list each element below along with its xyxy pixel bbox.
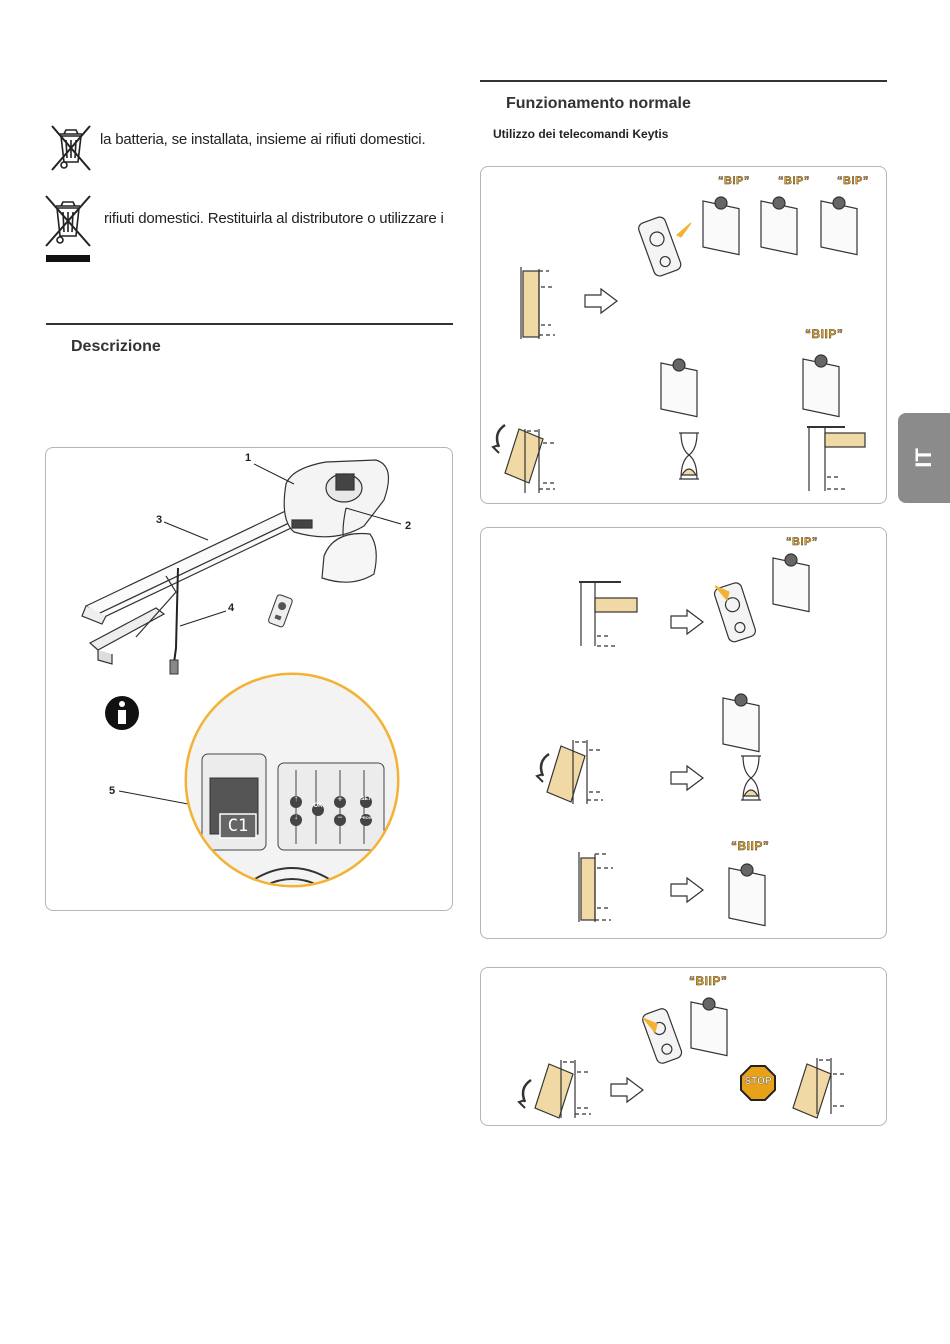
box2-illustration <box>481 528 888 940</box>
callout-3: 3 <box>156 514 163 526</box>
panel-button-up: ↑ <box>294 794 298 803</box>
beep-label: “BIIP” <box>805 327 844 341</box>
language-tab-label: IT <box>911 448 936 468</box>
beep-label: “BIP” <box>837 175 869 187</box>
language-tab <box>898 413 950 503</box>
callout-5: 5 <box>109 785 116 797</box>
display-readout: C1 <box>227 816 249 836</box>
beep-label: “BIP” <box>778 175 810 187</box>
box3-illustration <box>481 968 888 1127</box>
garage-opener-drawing <box>46 448 454 912</box>
beep-label: “BIIP” <box>731 839 770 853</box>
subtitle: Utilizzo dei telecomandi Keytis <box>493 127 669 141</box>
weee-text-1: la batteria, se installata, insieme ai rifiuti domestici. <box>100 131 426 148</box>
callout-2: 2 <box>405 520 412 532</box>
beep-label: “BIP” <box>786 536 818 548</box>
section-title: Funzionamento normale <box>506 95 691 112</box>
description-figure <box>45 447 453 911</box>
beep-label: “BIP” <box>718 175 750 187</box>
procedure-box-3 <box>480 967 887 1126</box>
panel-button-prog: PROG <box>360 815 372 820</box>
section-rule <box>480 80 887 82</box>
weee-text-2: rifiuti domestici. Restituirla al distributore o utilizzare i <box>104 210 444 227</box>
panel-button-down: ↓ <box>294 812 298 821</box>
stop-sign: STOP <box>744 1076 772 1087</box>
beep-label: “BIIP” <box>689 974 728 988</box>
panel-button-minus: − <box>337 812 343 822</box>
weee-bin-icon <box>48 122 94 174</box>
callout-1: 1 <box>245 452 252 464</box>
panel-button-set: SET <box>361 796 371 802</box>
description-title: Descrizione <box>71 338 161 355</box>
callout-4: 4 <box>228 602 235 614</box>
procedure-box-1 <box>480 166 887 504</box>
procedure-box-2 <box>480 527 887 939</box>
section-rule <box>46 323 453 325</box>
panel-button-ok: OK <box>313 803 323 809</box>
weee-bin-icon <box>42 194 94 264</box>
panel-button-plus: + <box>337 794 343 804</box>
